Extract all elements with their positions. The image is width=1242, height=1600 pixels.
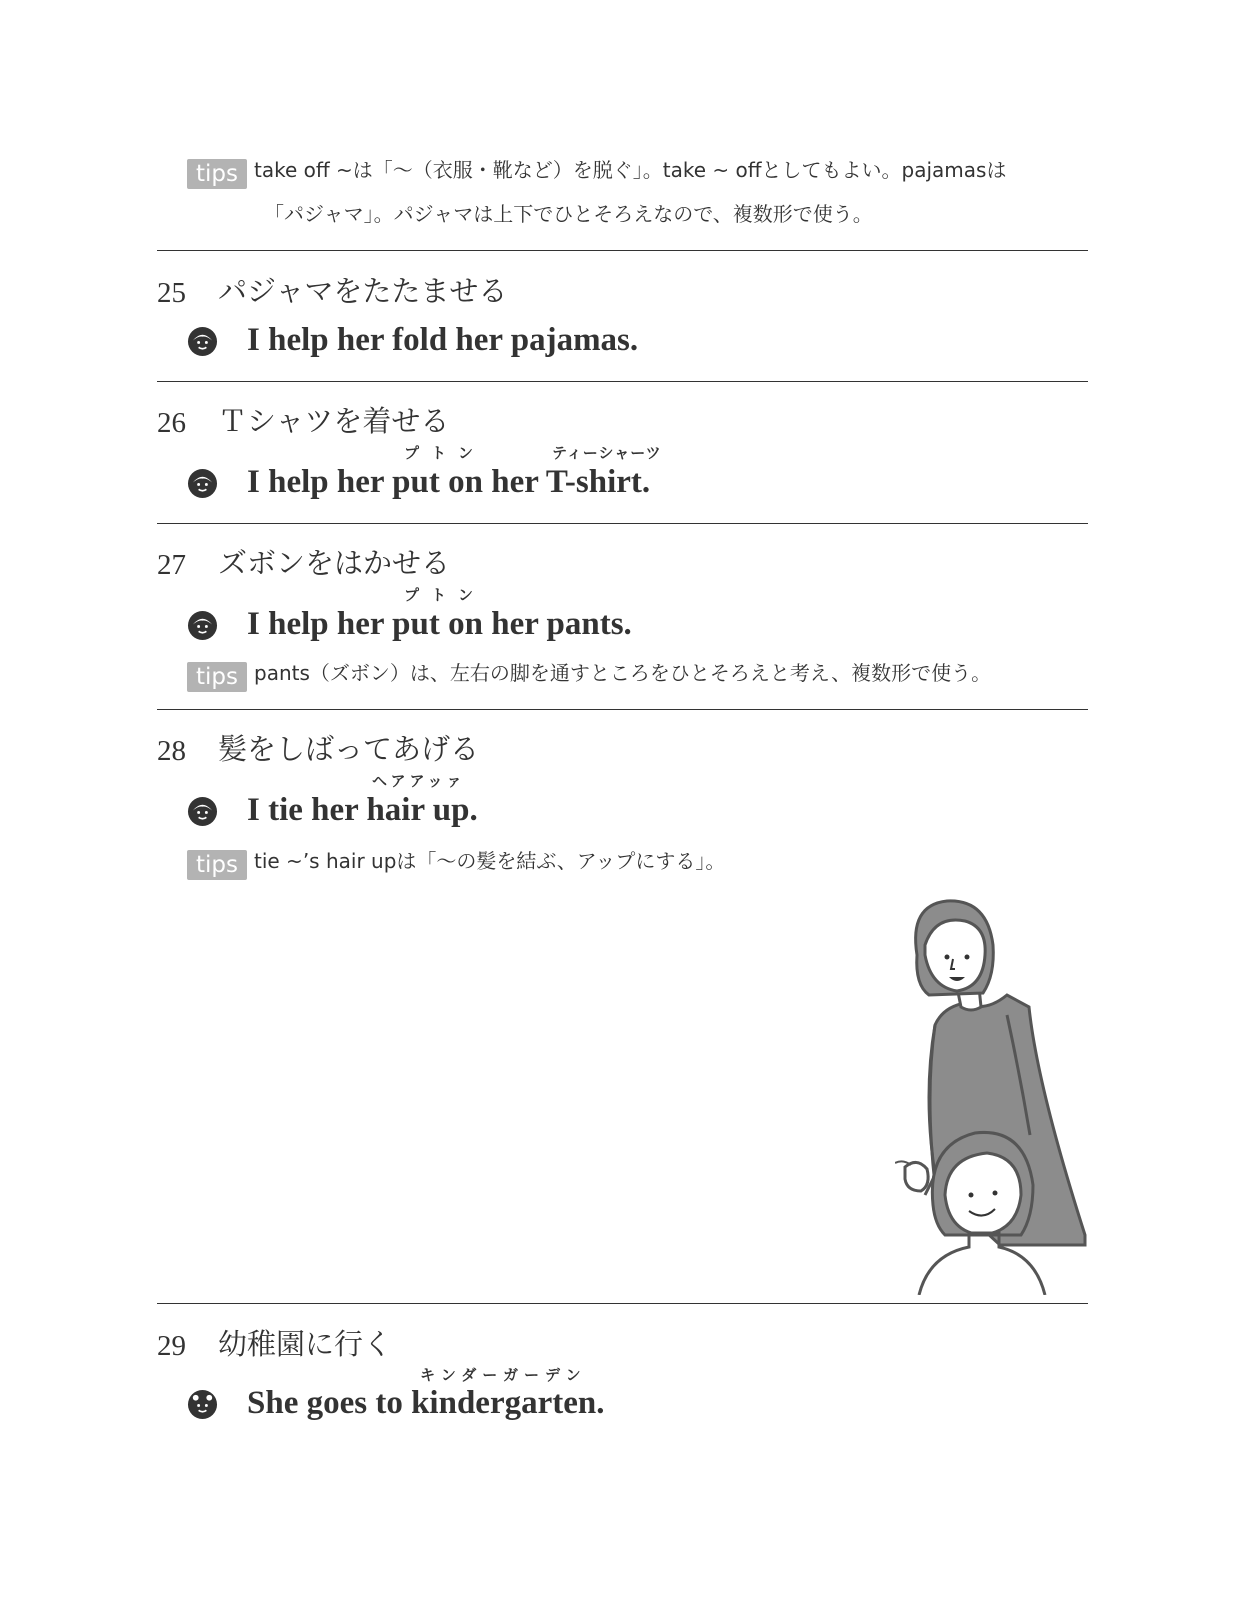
child-icon [187, 1389, 218, 1420]
entry-japanese: Ｔシャツを着せる [218, 404, 450, 438]
entry-english: I help her put on her T-shirt. [247, 464, 651, 500]
ruby-reading: ティーシャーツ [552, 444, 662, 462]
tips-badge: tips [187, 662, 247, 692]
entry-japanese: 幼稚園に行く [218, 1327, 393, 1361]
entry-english: I help her put on her pants. [247, 606, 632, 642]
ruby-reading: ヘアアッァ [372, 772, 466, 790]
tip-text: take off ~は「〜（衣服・靴など）を脱ぐ」。take ~ offとしてもよい。pajamasは [254, 158, 1007, 182]
ruby-reading: プトン [404, 586, 486, 604]
ruby-reading: プトン [404, 444, 486, 462]
entry-number: 25 [157, 277, 186, 309]
divider [157, 250, 1088, 251]
entry-english: I tie her hair up. [247, 792, 478, 828]
parent-icon [187, 326, 218, 357]
tips-badge: tips [187, 850, 247, 880]
entry-japanese: ズボンをはかせる [218, 546, 451, 580]
parent-icon [187, 468, 218, 499]
tip-text: tie ~’s hair upは「〜の髪を結ぶ、アップにする」。 [254, 849, 726, 873]
divider [157, 381, 1088, 382]
entry-number: 27 [157, 549, 186, 581]
parent-icon [187, 610, 218, 641]
tip-text: pants（ズボン）は、左右の脚を通すところをひとそろえと考え、複数形で使う。 [254, 661, 992, 685]
parent-icon [187, 796, 218, 827]
entry-number: 29 [157, 1330, 186, 1362]
entry-japanese: パジャマをたたませる [218, 274, 508, 308]
entry-number: 28 [157, 735, 186, 767]
entry-english: I help her fold her pajamas. [247, 322, 639, 358]
divider [157, 1303, 1088, 1304]
entry-english: She goes to kindergarten. [247, 1385, 605, 1421]
tips-badge: tips [187, 159, 247, 189]
ruby-reading: キンダーガーデン [420, 1366, 587, 1384]
mother-daughter-illustration [895, 895, 1090, 1295]
tip-text-continued: 「パジャマ」。パジャマは上下でひとそろえなので、複数形で使う。 [264, 202, 873, 226]
entry-number: 26 [157, 407, 186, 439]
divider [157, 523, 1088, 524]
divider [157, 709, 1088, 710]
entry-japanese: 髪をしばってあげる [218, 732, 480, 766]
